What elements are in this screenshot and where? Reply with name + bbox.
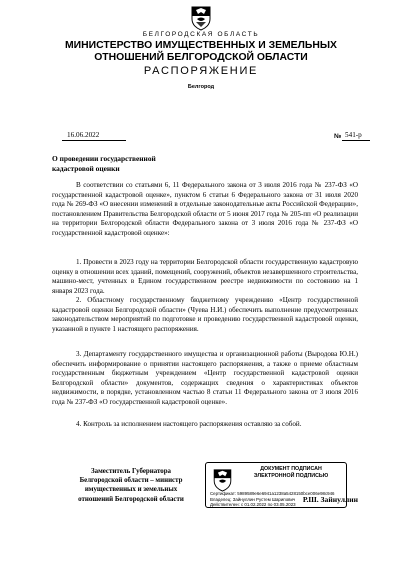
stamp-title bbox=[237, 466, 345, 480]
signature-emblem-icon bbox=[211, 468, 234, 492]
paragraph-item-3: 3. Департаменту государственного имущества и организационной работы (Выродова Ю.Н.) обеспечить информирование о принятии настоящего распоряжения, а также о приеме областным государственным бюджетным учреждением «Центр государственной кадастровой оценки Белгородской области» документов, содержащих сведения о характеристиках объектов недвижимости, в порядке, установленном частью 8 статьи 11 Федерального закона от 3 июля 2016 года № 237-ФЗ «О государственной кадастровой оценке». bbox=[52, 350, 358, 406]
subject-line2: кадастровой оценки bbox=[52, 164, 120, 173]
signer-position-line4: отношений Белгородской области bbox=[78, 495, 184, 503]
stamp-title-line1: ДОКУМЕНТ ПОДПИСАН bbox=[260, 466, 322, 472]
region-name: БЕЛГОРОДСКАЯ ОБЛАСТЬ bbox=[142, 31, 260, 38]
ministry-name bbox=[0, 40, 402, 64]
ministry-name-line2: ОТНОШЕНИЙ БЕЛГОРОДСКОЙ ОБЛАСТИ bbox=[94, 52, 308, 63]
city: Белгород bbox=[187, 84, 215, 90]
stamp-certificate: Сертификат: 5989589e6e6941a1238a5428150bce006e98c946 bbox=[210, 491, 335, 496]
date-underline bbox=[62, 140, 126, 141]
number-underline bbox=[342, 140, 370, 141]
document-number: 541-р bbox=[345, 131, 362, 139]
document-subject bbox=[52, 154, 182, 174]
paragraph-item-1: 1. Провести в 2023 году на территории Белгородской области государственную кадастровую оценку в отношении всех зданий, помещений, сооружений, объектов незавершенного строительства, машино-мест, учтенных в Едином государственном реестре недвижимости по состоянию на 1 января 2023 года. bbox=[52, 258, 358, 295]
signer-position-line3: имущественных и земельных bbox=[84, 486, 178, 494]
stamp-owner: Владелец: Зайнуллин Рустем Шарипович bbox=[210, 496, 296, 502]
subject-line1: О проведении государственной bbox=[52, 154, 156, 163]
signer-position-line1: Заместитель Губернатора bbox=[91, 468, 171, 475]
signer-name: Р.Ш. Зайнуллин bbox=[302, 495, 358, 504]
signer-position-line2: Белгородской области – министр bbox=[79, 477, 183, 485]
paragraph-item-4: 4. Контроль за исполнением настоящего распоряжения оставляю за собой. bbox=[76, 420, 302, 428]
document-date: 16.06.2022 bbox=[67, 131, 100, 139]
stamp-validity: Действителен: с 01.02.2022 по 03.05.2023 bbox=[210, 502, 296, 507]
stamp-title-line2: ЭЛЕКТРОННОЙ ПОДПИСЬЮ bbox=[253, 473, 329, 479]
coat-of-arms-icon bbox=[189, 5, 213, 31]
number-label: № bbox=[334, 133, 342, 140]
document-type: РАСПОРЯЖЕНИЕ bbox=[143, 65, 259, 77]
paragraph-item-2: 2. Областному государственному бюджетному учреждению «Центр государственной кадастровой оценки Белгородской области» (Чуева Н.И.) обеспечить выполнение предусмотренных законодательством мероприятий по подготовке и проведению государственной кадастровой оценки, указанной в пункте 1 настоящего распоряжения. bbox=[52, 296, 358, 333]
signer-position bbox=[52, 467, 210, 504]
paragraph-preamble: В соответствии со статьями 6, 11 Федерального закона от 3 июля 2016 года № 237-ФЗ «О государственной кадастровой оценке», пунктом 6 статьи 6 Федерального закона от 31 июля 2020 года № 269-ФЗ «О внесении изменений в отдельные законодательные акты Российской Федерации», постановлением Правительства Белгородской области от 5 июня 2017 года № 205-пп «О реализации на территории Белгородской области Федерального закона от 3 июля 2016 года № 237-ФЗ «О государственной кадастровой оценке»: bbox=[52, 181, 358, 237]
ministry-name-line1: МИНИСТЕРСТВО ИМУЩЕСТВЕННЫХ И ЗЕМЕЛЬНЫХ bbox=[65, 40, 337, 51]
